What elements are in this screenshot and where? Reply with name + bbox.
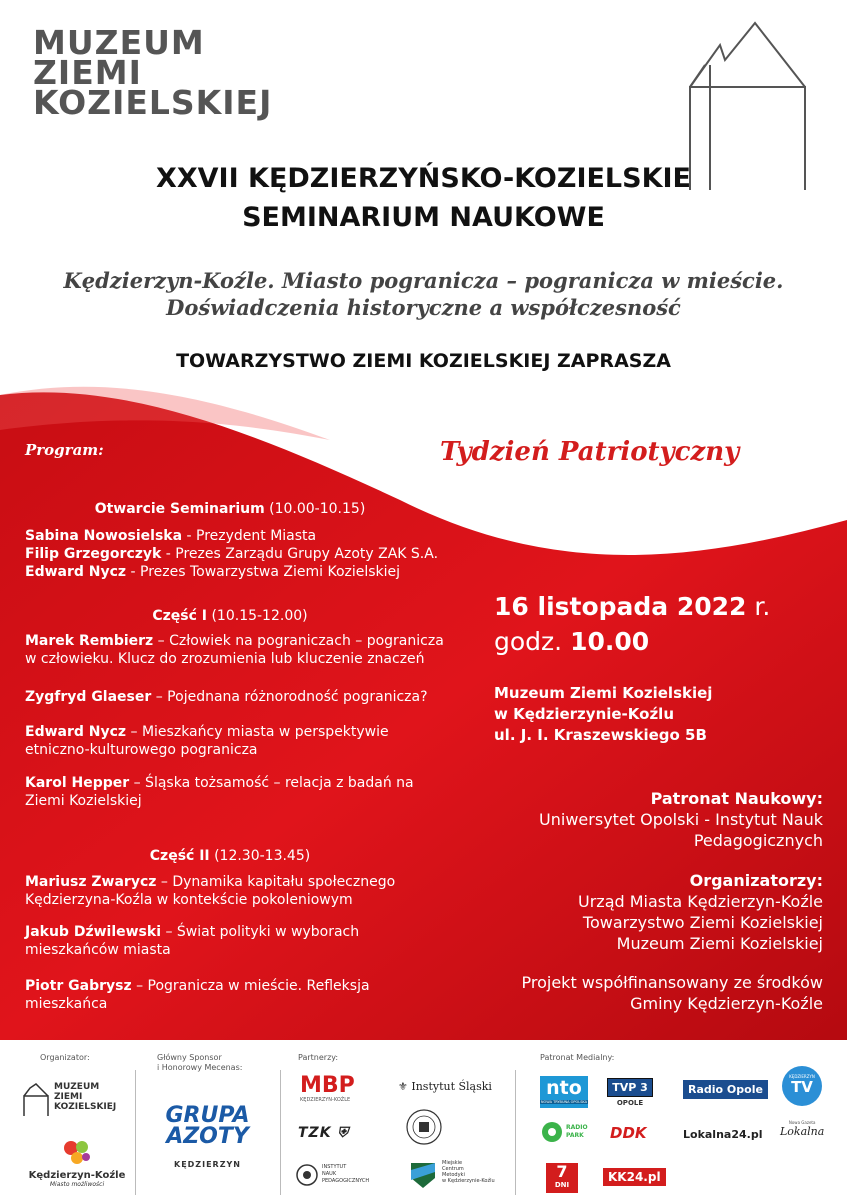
talk-title-cont: w człowieku. Klucz do zrozumienia lub kluczenie znaczeń	[25, 651, 425, 667]
city-tagline: Miasto możliwości	[49, 1181, 105, 1188]
organizers-title: Organizatorzy:	[689, 871, 823, 890]
organizers-block	[423, 870, 823, 954]
sponsor-label-line-1: Główny Sponsor	[157, 1053, 222, 1062]
opening-list	[25, 527, 438, 581]
part1-time: (10.15-12.00)	[211, 608, 308, 624]
talk-title-cont: Ziemi Kozielskiej	[25, 793, 142, 809]
venue	[494, 683, 712, 746]
media-nto[interactable]	[540, 1076, 588, 1108]
partner-inp[interactable]	[296, 1164, 386, 1186]
speaker-name: Karol Hepper	[25, 775, 130, 791]
org-logo-line-1: MUZEUM	[54, 1082, 100, 1092]
radiopark-line-2: PARK	[566, 1132, 584, 1139]
centrum-shield-icon	[408, 1160, 438, 1190]
media-kk24[interactable]: KK24.pl	[603, 1168, 666, 1186]
opening-heading	[0, 501, 460, 517]
list-item	[25, 923, 359, 959]
opening-time: (10.00-10.15)	[269, 501, 366, 517]
talk-title-cont: mieszkańców miasta	[25, 942, 171, 958]
footer-museum-logo[interactable]	[22, 1082, 122, 1118]
talk-title: – Pogranicza w mieście. Refleksja	[131, 978, 370, 994]
media-radio-park[interactable]	[540, 1120, 590, 1144]
inp-line-1: INSTYTUT	[322, 1164, 347, 1170]
org-logo-line-3: KOZIELSKIEJ	[54, 1102, 117, 1112]
centrum-line-3: Metodyki	[442, 1172, 465, 1178]
speaker-name: Sabina Nowosielska	[25, 528, 183, 544]
organizers-line-3: Muzeum Ziemi Kozielskiej	[616, 934, 823, 953]
time-prefix: godz.	[494, 627, 571, 656]
footer-divider	[135, 1070, 136, 1195]
speaker-name: Mariusz Zwarycz	[25, 874, 157, 890]
sponsor-label	[157, 1053, 242, 1073]
program-label: Program:	[25, 441, 104, 459]
tzk-emblem-icon: ⛨	[331, 1125, 349, 1141]
lokalna-text: Lokalna	[780, 1125, 825, 1138]
talk-title: – Człowiek na pograniczach – pogranicza	[153, 633, 444, 649]
sponsor-line-1: GRUPA	[165, 1103, 250, 1128]
media-lokalna[interactable]	[780, 1120, 824, 1138]
title-line-1: XXVII KĘDZIERZYŃSKO-KOZIELSKIE	[156, 163, 691, 194]
list-item	[25, 527, 438, 545]
media-7dni[interactable]	[546, 1163, 578, 1193]
media-label: Patronat Medialny:	[540, 1053, 615, 1062]
footer-divider	[515, 1070, 516, 1195]
patronage-line-1: Uniwersytet Opolski - Instytut Nauk	[539, 810, 823, 829]
speaker-name: Marek Rembierz	[25, 633, 154, 649]
invite-line: TOWARZYSTWO ZIEMI KOZIELSKIEJ ZAPRASZA	[176, 350, 671, 372]
speaker-name: Filip Grzegorczyk	[25, 546, 162, 562]
patronage-line-2: Pedagogicznych	[693, 831, 823, 850]
city-dots-icon	[62, 1138, 92, 1166]
sponsor-line-3: KĘDZIERZYN	[174, 1160, 241, 1169]
date-suffix: r.	[746, 592, 771, 621]
centrum-line-4: w Kędzierzynie-Koźlu	[442, 1178, 495, 1184]
lokalna-sub: Nowa Gazeta	[788, 1120, 816, 1125]
tv-sub: KĘDZIERZYN	[789, 1074, 815, 1079]
speaker-name: Zygfryd Glaeser	[25, 689, 152, 705]
talk-title: – Mieszkańcy miasta w perspektywie	[126, 724, 389, 740]
list-item	[25, 688, 428, 706]
speaker-name: Edward Nycz	[25, 724, 127, 740]
list-item	[25, 563, 438, 581]
city-logo[interactable]	[22, 1138, 132, 1188]
speaker-role: - Prezydent Miasta	[182, 528, 317, 544]
partner-tzk[interactable]	[298, 1125, 349, 1141]
patronage-title: Patronat Naukowy:	[650, 789, 823, 808]
tvp-sub: OPOLE	[616, 1099, 644, 1107]
logo-line-1: MUZEUM	[33, 23, 205, 62]
subtitle-line-1: Kędzierzyn-Koźle. Miasto pogranicza – pogranicza w mieście.	[63, 268, 784, 293]
list-item	[25, 873, 395, 909]
centrum-line-2: Centrum	[442, 1166, 464, 1172]
museum-logo	[33, 23, 273, 122]
talk-title: – Śląska tożsamość – relacja z badań na	[129, 775, 414, 791]
list-item	[25, 545, 438, 563]
nto-text: nto	[546, 1077, 582, 1099]
talk-title: – Pojednana różnorodność pogranicza?	[151, 689, 428, 705]
list-item	[25, 774, 414, 810]
venue-line-1: Muzeum Ziemi Kozielskiej	[494, 684, 713, 702]
talk-title-cont: mieszkańca	[25, 996, 108, 1012]
centrum-line-1: Miejskie	[442, 1160, 463, 1166]
talk-title-cont: etniczno-kulturowego pogranicza	[25, 742, 258, 758]
talk-title: – Dynamika kapitału społecznego	[156, 874, 396, 890]
partner-mbp[interactable]	[300, 1075, 360, 1103]
university-seal-icon[interactable]	[405, 1108, 443, 1146]
list-item	[25, 977, 370, 1013]
inp-line-3: PEDAGOGICZNYCH	[322, 1178, 370, 1184]
funding-line-2: Gminy Kędzierzyn-Koźle	[630, 994, 823, 1013]
speaker-role: - Prezes Towarzystwa Ziemi Kozielskiej	[126, 564, 401, 580]
talk-title: – Świat polityki w wyborach	[161, 924, 360, 940]
list-item	[25, 723, 389, 759]
part2-time: (12.30-13.45)	[214, 848, 311, 864]
partners-label: Partnerzy:	[298, 1053, 339, 1062]
mbp-text: MBP	[300, 1073, 355, 1098]
7dni-sub: DNI	[554, 1181, 570, 1189]
tvp-text: TVP 3	[607, 1078, 653, 1097]
radiopark-line-1: RADIO	[566, 1124, 588, 1131]
tv-text: TV	[791, 1078, 813, 1096]
media-radio-opole[interactable]: Radio Opole	[683, 1080, 768, 1099]
talk-title-cont: Kędzierzyna-Koźla w kontekście pokoleniowym	[25, 892, 353, 908]
speaker-name: Piotr Gabrysz	[25, 978, 132, 994]
part2-title: Część II	[149, 848, 210, 864]
inp-emblem-icon	[296, 1164, 318, 1186]
media-lokalna24[interactable]: Lokalna24.pl	[683, 1128, 763, 1141]
tzk-text: TZK	[298, 1125, 332, 1141]
sponsor-label-line-2: i Honorowy Mecenas:	[157, 1063, 243, 1072]
part2-heading	[0, 848, 460, 864]
patronage-block	[423, 788, 823, 851]
speaker-name: Jakub Dźwilewski	[25, 924, 162, 940]
funding-block	[423, 972, 823, 1014]
media-ddk[interactable]: DDK	[610, 1124, 647, 1142]
mbp-sub: KĘDZIERZYN-KOŹLE	[300, 1097, 351, 1103]
partner-centrum[interactable]	[408, 1160, 508, 1190]
tower-icon	[22, 1082, 50, 1118]
opening-title: Otwarcie Seminarium	[94, 501, 265, 517]
organizer-label: Organizator:	[40, 1053, 90, 1062]
subtitle-line-2: Doświadczenia historyczne a współczesność	[166, 295, 681, 320]
sponsor-line-2: AZOTY	[166, 1124, 249, 1149]
logo-line-3: KOZIELSKIEJ	[33, 83, 273, 122]
speaker-name: Edward Nycz	[25, 564, 127, 580]
footer-divider	[280, 1070, 281, 1195]
time-value: 10.00	[570, 627, 650, 656]
org-logo-line-2: ZIEMI	[54, 1092, 83, 1102]
radio-park-icon	[540, 1120, 564, 1144]
date-value: 16 listopada 2022	[494, 592, 747, 621]
venue-line-3: ul. J. I. Kraszewskiego 5B	[494, 726, 707, 744]
title-line-2: SEMINARIUM NAUKOWE	[242, 202, 605, 233]
inp-line-2: NAUK	[322, 1171, 337, 1177]
funding-line-1: Projekt współfinansowany ze środków	[521, 973, 823, 992]
partner-instytut-slaski[interactable]	[398, 1080, 492, 1093]
logo-line-2: ZIEMI	[33, 53, 142, 92]
organizers-line-2: Towarzystwo Ziemi Kozielskiej	[582, 913, 823, 932]
nto-sub: NOWA TRYBUNA OPOLSKA	[540, 1100, 588, 1104]
patriotic-week-title: Tydzień Patriotyczny	[440, 437, 740, 467]
list-item	[25, 632, 444, 668]
event-time	[494, 627, 649, 656]
organizers-line-1: Urząd Miasta Kędzierzyn-Koźle	[578, 892, 823, 911]
media-tvp3[interactable]	[600, 1076, 660, 1107]
sponsor-logo[interactable]	[160, 1103, 255, 1169]
part1-title: Część I	[152, 608, 208, 624]
speaker-role: - Prezes Zarządu Grupy Azoty ZAK S.A.	[161, 546, 439, 562]
instytut-text: Instytut Śląski	[411, 1080, 492, 1093]
city-logo-text: Kędzierzyn-Koźle	[28, 1170, 126, 1181]
part1-heading	[0, 608, 460, 624]
media-kk-tv[interactable]	[782, 1066, 822, 1106]
event-date	[494, 592, 770, 621]
7dni-number: 7	[556, 1162, 568, 1181]
venue-line-2: w Kędzierzynie-Koźlu	[494, 705, 674, 723]
eagle-icon: ⚜	[398, 1080, 408, 1093]
